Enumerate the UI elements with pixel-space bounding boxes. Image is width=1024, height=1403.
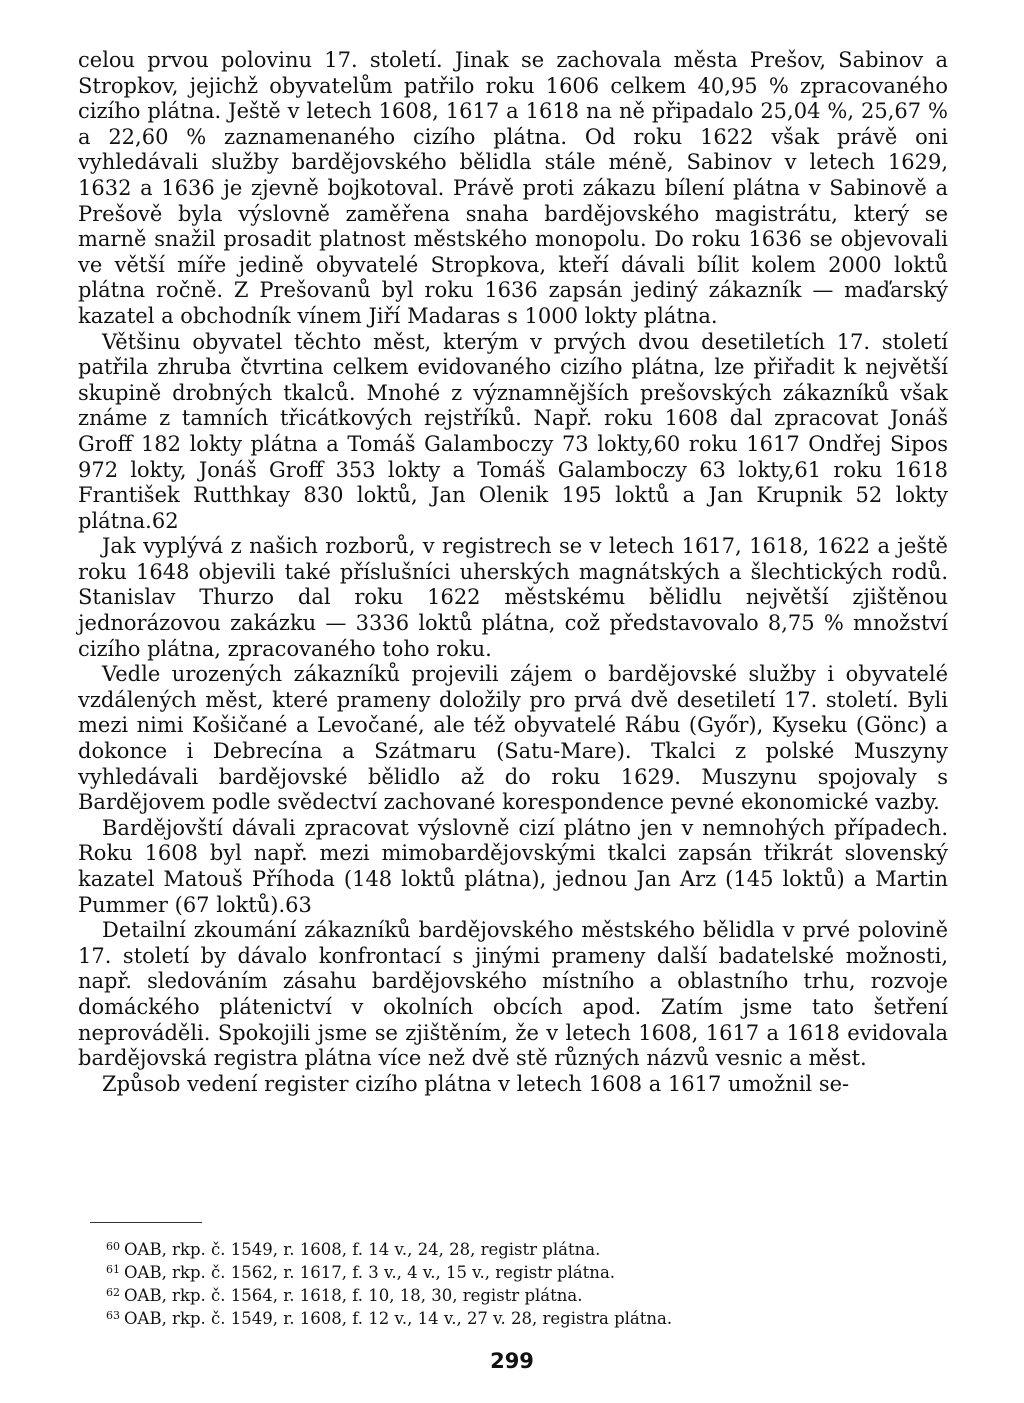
- paragraph: Jak vyplývá z našich rozborů, v registrech se v letech 1617, 1618, 1622 a ještě roku 1648 objevili také příslušníci uherských magnátských a šlechtických rodů. Stanislav Thurzo dal roku 1622 městskému bělidlu největší zjištěnou jednorázovou zakázku — 3336 loktů plátna, což představovalo 8,75 % množství cizího plátna, zpracovaného toho roku.: [78, 534, 948, 661]
- footnote: [106, 1306, 866, 1329]
- footnote-divider: [90, 1222, 202, 1223]
- main-text: [78, 48, 948, 1097]
- footnote-text: OAB, rkp. č. 1564, r. 1618, f. 10, 18, 30, registr plátna.: [124, 1286, 583, 1305]
- footnote: [106, 1260, 866, 1283]
- footnote-text: OAB, rkp. č. 1549, r. 1608, f. 14 v., 24, 28, registr plátna.: [124, 1240, 601, 1259]
- paragraph: Způsob vedení register cizího plátna v letech 1608 a 1617 umožnil se-: [102, 1071, 850, 1096]
- footnote-number: 61: [106, 1263, 120, 1276]
- footnote-text: OAB, rkp. č. 1549, r. 1608, f. 12 v., 14 v., 27 v. 28, registra plátna.: [124, 1309, 673, 1328]
- footnote-number: 60: [106, 1240, 120, 1253]
- footnote-number: 62: [106, 1286, 120, 1299]
- paragraph: celou prvou polovinu 17. století. Jinak se zachovala města Prešov, Sabinov a Stropkov, jejichž obyvatelům patřilo roku 1606 celkem 40,95 % zpracovaného cizího plátna. Ještě v letech 1608, 1617 a 1618 na ně připadalo 25,04 %, 25,67 % a 22,60 % zaznamenaného cizího plátna. Od roku 1622 však právě oni vyhledávali služby bardějovského bělidla stále méně, Sabinov v letech 1629, 1632 a 1636 je zjevně bojkotoval. Právě proti zákazu bílení plátna v Sabinově a Prešově byla výslovně zaměřena snaha bardějovského magistrátu, který se marně snažil prosadit platnost městského monopolu. Do roku 1636 se objevovali ve větší míře jedině obyvatelé Stropkova, kteří dávali bílit kolem 2000 loktů plátna ročně. Z Prešovanů byl roku 1636 zapsán jediný zákazník — maďarský kazatel a obchodník vínem Jiří Madaras s 1000 lokty plátna.: [78, 48, 948, 328]
- paragraph: Detailní zkoumání zákazníků bardějovského městského bělidla v prvé polovině 17. století by dávalo konfrontací s jinými prameny další badatelské možnosti, např. sledováním zásahu bardějovského místního a oblastního trhu, rozvoje domáckého plátenictví v okolních obcích apod. Zatím jsme tato šetření neprováděli. Spokojili jsme se zjištěním, že v letech 1608, 1617 a 1618 evidovala bardějovská registra plátna více než dvě stě různých názvů vesnic a měst.: [78, 918, 948, 1071]
- footnote: [106, 1283, 866, 1306]
- paragraph: Vedle urozených zákazníků projevili zájem o bardějovské služby i obyvatelé vzdálených měst, které prameny doložily pro prvá dvě desetiletí 17. století. Byli mezi nimi Košičané a Levočané, ale též obyvatelé Rábu (Győr), Kyseku (Gönc) a dokonce i Debrecína a Szátmaru (Satu-Mare). Tkalci z polské Muszyny vyhledávali bardějovské bělidlo až do roku 1629. Muszynu spojovaly s Bardějovem podle svědectví zachované korespondence pevné ekonomické vazby.: [78, 662, 948, 815]
- paragraph: Bardějovští dávali zpracovat výslovně cizí plátno jen v nemnohých případech. Roku 1608 byl např. mezi mimobardějovskými tkalci zapsán třikrát slovenský kazatel Matouš Příhoda (148 loktů plátna), jednou Jan Arz (145 loktů) a Martin Pummer (67 loktů).63: [78, 815, 948, 917]
- footnote: [106, 1237, 866, 1260]
- footnote-number: 63: [106, 1309, 120, 1322]
- page-number: 299: [490, 1349, 534, 1373]
- paragraph: Většinu obyvatel těchto měst, kterým v prvých dvou desetiletích 17. století patřila zhruba čtvrtina celkem evidovaného cizího plátna, lze přiřadit k největší skupině drobných tkalců. Mnohé z významnějších prešovských zákazníků však známe z tamních třicátkových rejstříků. Např. roku 1608 dal zpracovat Jonáš Groff 182 lokty plátna a Tomáš Galamboczy 73 lokty,60 roku 1617 Ondřej Sipos 972 lokty, Jonáš Groff 353 lokty a Tomáš Galamboczy 63 lokty,61 roku 1618 František Rutthkay 830 loktů, Jan Olenik 195 loktů a Jan Krupnik 52 lokty plátna.62: [78, 329, 948, 533]
- footnote-text: OAB, rkp. č. 1562, r. 1617, f. 3 v., 4 v., 15 v., registr plátna.: [124, 1263, 616, 1282]
- footnotes: [106, 1237, 866, 1329]
